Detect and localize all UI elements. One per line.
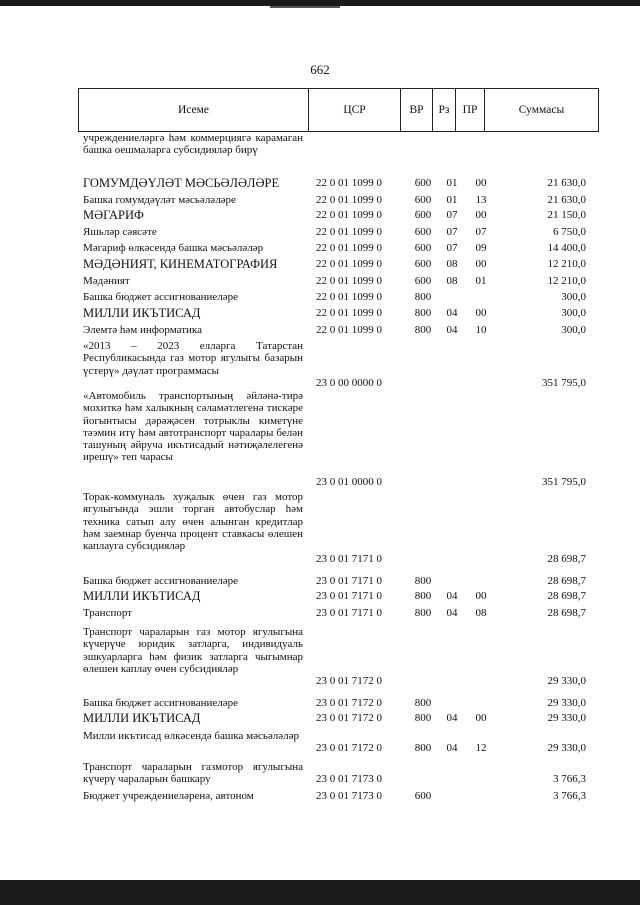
row-pr: 00 [475, 177, 487, 189]
row-vr: 600 [414, 242, 432, 254]
row-csr: 23 0 01 7171 0 [316, 607, 382, 619]
row-csr: 23 0 01 7172 0 [316, 712, 382, 724]
row-csr: 23 0 00 0000 0 [316, 376, 382, 389]
row-sum: 300,0 [561, 307, 586, 319]
row-sum: 12 210,0 [547, 275, 586, 287]
row-pr: 00 [475, 590, 487, 602]
row-vr: 800 [414, 607, 432, 619]
row-name: учреждениеләргә һәм коммерциягә карамаган башка оешмаларга субсидияләр бирү [83, 132, 303, 157]
row-csr: 22 0 01 1099 0 [316, 291, 382, 303]
row-name: Башка бюджет ассигнованиеләре [83, 575, 238, 587]
row-rz: 08 [446, 275, 458, 287]
budget-table [78, 88, 599, 802]
row-pr: 00 [475, 258, 487, 270]
row-sum: 29 330,0 [547, 712, 586, 724]
row-sum: 12 210,0 [547, 258, 586, 270]
row-csr: 23 0 01 7173 0 [316, 773, 382, 786]
row-rz: 04 [446, 324, 458, 336]
row-csr: 23 0 01 7172 0 [316, 675, 382, 688]
row-name: Башка гомумдәүләт мәсьәләләре [83, 194, 236, 206]
row-sum: 28 698,7 [547, 552, 586, 565]
row-csr: 22 0 01 1099 0 [316, 209, 382, 221]
row-vr: 800 [414, 291, 432, 303]
page-number: 662 [310, 62, 330, 77]
row-name: Транспорт чараларын газ мотор ягулыгына күчерүче юридик затларга, индивидуаль эшкуарларга һәм физик затларга чыгымнар өлешен каплау өчен субсидияләр [83, 626, 303, 675]
row-rz: 04 [446, 742, 458, 755]
table-header [78, 88, 599, 132]
row-sum: 351 795,0 [542, 376, 586, 389]
row-name: Бюджет учреждениеләренә, автоном [83, 790, 254, 802]
row-sum: 28 698,7 [547, 590, 586, 602]
row-csr: 23 0 01 7173 0 [316, 790, 382, 802]
row-sum: 29 330,0 [547, 675, 586, 688]
row-vr: 600 [414, 177, 432, 189]
row-vr: 800 [414, 307, 432, 319]
header-name: Исеме [79, 89, 309, 131]
scan-mark-top [270, 6, 340, 8]
row-name: МӘДӘНИЯТ, КИНЕМАТОГРАФИЯ [83, 257, 278, 271]
row-name: МИЛЛИ ИКЪТИСАД [83, 711, 201, 725]
row-rz: 08 [446, 258, 458, 270]
row-vr: 800 [414, 697, 432, 709]
row-sum: 28 698,7 [547, 575, 586, 587]
row-rz: 01 [446, 177, 458, 189]
row-sum: 3 766,3 [553, 773, 586, 786]
row-name: «Автомобиль транспортының әйләнә-тирә мохиткә һәм халыкның сәламәтлегенә тискәре йогынтысы дәрәҗәсен тотрыклы киметүне тәэмин итү һәм автотранспорт чаралары белән ташуның әйруча икътисадый нәтиҗәлелегенә ирешү» теп чарасы [83, 390, 303, 464]
row-vr: 600 [414, 226, 432, 238]
row-sum: 300,0 [561, 324, 586, 336]
row-pr: 09 [475, 242, 487, 254]
row-sum: 21 630,0 [547, 177, 586, 189]
row-name: Башка бюджет ассигнованиеләре [83, 291, 238, 303]
scan-border-bottom [0, 880, 640, 905]
row-vr: 800 [414, 324, 432, 336]
row-vr: 600 [414, 275, 432, 287]
row-sum: 351 795,0 [542, 476, 586, 489]
row-rz: 07 [446, 209, 458, 221]
row-csr: 22 0 01 1099 0 [316, 258, 382, 270]
row-csr: 22 0 01 1099 0 [316, 177, 382, 189]
row-pr: 08 [475, 607, 487, 619]
header-rz: Рз [433, 89, 456, 131]
row-rz: 04 [446, 590, 458, 602]
row-name: МИЛЛИ ИКЪТИСАД [83, 306, 201, 320]
row-name: Торак-коммуналь хуҗалык өчен газ мотор ягулыгында эшли торган автобуслар һәм техника сатып алу өчен алынган кредитлар һәм заемнар буенча процент ставкасы өлешен каплауга субсидияләр [83, 491, 303, 553]
row-vr: 800 [414, 575, 432, 587]
row-name: Элемтә һәм информатика [83, 324, 202, 336]
header-sum: Суммасы [518, 104, 565, 116]
row-csr: 22 0 01 1099 0 [316, 307, 382, 319]
row-vr: 600 [414, 209, 432, 221]
row-csr: 23 0 01 0000 0 [316, 476, 382, 489]
row-sum: 14 400,0 [547, 242, 586, 254]
row-pr: 01 [475, 275, 487, 287]
row-csr: 22 0 01 1099 0 [316, 275, 382, 287]
row-vr: 600 [414, 790, 432, 802]
row-name: МӘГАРИФ [83, 208, 144, 222]
row-csr: 22 0 01 1099 0 [316, 194, 382, 206]
row-rz: 04 [446, 607, 458, 619]
header-pr: ПР [456, 89, 485, 131]
row-name: «2013 – 2023 елларга Татарстан Республикасында газ мотор ягулыгы базарын үстерү» дәүләт программасы [83, 340, 303, 377]
row-pr: 13 [475, 194, 487, 206]
row-name: МИЛЛИ ИКЪТИСАД [83, 589, 201, 603]
row-sum: 3 766,3 [553, 790, 586, 802]
row-name: Транспорт [83, 607, 133, 619]
row-csr: 22 0 01 1099 0 [316, 324, 382, 336]
row-sum: 300,0 [561, 291, 586, 303]
row-sum: 6 750,0 [553, 226, 586, 238]
header-vr: ВР [401, 89, 433, 131]
row-name: Башка бюджет ассигнованиеләре [83, 697, 238, 709]
row-name: Яшьләр сәясәте [83, 226, 157, 238]
row-csr: 22 0 01 1099 0 [316, 226, 382, 238]
row-rz: 01 [446, 194, 458, 206]
row-rz: 04 [446, 307, 458, 319]
row-pr: 07 [475, 226, 487, 238]
row-sum: 21 630,0 [547, 194, 586, 206]
row-pr: 00 [475, 307, 487, 319]
row-vr: 600 [414, 258, 432, 270]
row-csr: 23 0 01 7171 0 [316, 552, 382, 565]
row-pr: 12 [475, 742, 487, 755]
row-csr: 23 0 01 7172 0 [316, 697, 382, 709]
row-sum: 29 330,0 [547, 742, 586, 755]
row-sum: 28 698,7 [547, 607, 586, 619]
row-sum: 29 330,0 [547, 697, 586, 709]
row-csr: 23 0 01 7171 0 [316, 590, 382, 602]
row-name: ГОМУМДӘҮЛӘТ МӘСЬӘЛӘЛӘРЕ [83, 176, 280, 190]
row-vr: 800 [414, 712, 432, 724]
row-vr: 800 [414, 590, 432, 602]
header-csr: ЦСР [309, 89, 401, 131]
row-rz: 07 [446, 242, 458, 254]
row-csr: 22 0 01 1099 0 [316, 242, 382, 254]
row-sum: 21 150,0 [547, 209, 586, 221]
row-pr: 10 [475, 324, 487, 336]
row-name: Милли икътисад өлкәсендә башка мәсьәләләр [83, 730, 299, 742]
row-name: Мәдәният [83, 275, 130, 287]
row-rz: 04 [446, 712, 458, 724]
row-csr: 23 0 01 7172 0 [316, 742, 382, 755]
row-rz: 07 [446, 226, 458, 238]
row-pr: 00 [475, 209, 487, 221]
row-pr: 00 [475, 712, 487, 724]
row-name: Транспорт чараларын газмотор ягулыгына күчерү чараларын башкару [83, 761, 303, 786]
row-name: Мәгариф өлкәсендә башка мәсьәләләр [83, 242, 264, 254]
row-vr: 600 [414, 194, 432, 206]
row-vr: 800 [414, 742, 432, 755]
row-csr: 23 0 01 7171 0 [316, 575, 382, 587]
